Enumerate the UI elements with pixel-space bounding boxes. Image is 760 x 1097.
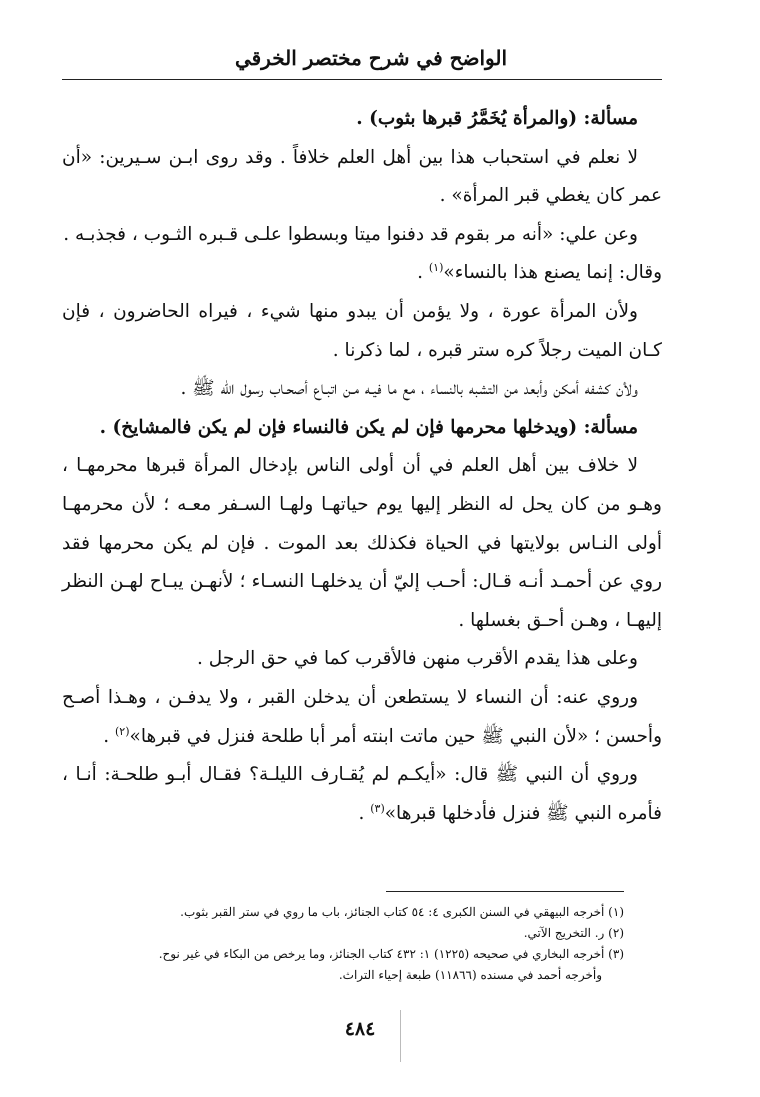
- paragraph-3: ولأن المرأة عورة ، ولا يؤمن أن يبدو منها شيء ، فيراه الحاضرون ، فإن كـان الميت رجلاً كره ستر قبره ، لما ذكرنا .: [62, 300, 662, 361]
- paragraph-1: لا نعلم في استحباب هذا بين أهل العلم خلافاً . وقد روى ابـن سـيرين: «أن عمر كان يغطي قبر المرأة» .: [62, 146, 662, 207]
- paragraph-7: [62, 679, 662, 756]
- paragraph-8-text: وروي أن النبي ﷺ قال: «أيكـم لم يُقـارف الليلـة؟ فقـال أبـو طلحـة: أنـا ، فأمره النبي ﷺ فنزل فأدخلها قبرها»: [62, 764, 662, 824]
- paragraph-2-line-b: وقال: إنما يصنع هذا بالنساء»: [443, 262, 662, 284]
- paragraph-7-end: .: [103, 725, 115, 747]
- footnote-ref-2[interactable]: (٢): [114, 724, 130, 738]
- paragraph-2: [62, 216, 662, 293]
- issue-heading-2: مسألة: (ويدخلها محرمها فإن لم يكن فالنساء فإن لم يكن فالمشايخ) .: [99, 416, 638, 438]
- page-number: ٤٨٤: [344, 1018, 376, 1040]
- paragraph-7-text: وروي عنه: أن النساء لا يستطعن أن يدخلن القبر ، ولا يدفـن ، وهـذا أصـح وأحسن ؛ «لأن النبي ﷺ حين ماتت ابنته أمر أبا طلحة فنزل في قبرها»: [62, 686, 662, 747]
- footnote-ref-3[interactable]: (٣): [370, 801, 385, 815]
- running-header-title: الواضح في شرح مختصر الخرقي: [234, 46, 508, 70]
- paragraph-5: لا خلاف بين أهل العلم في أن أولى الناس بإدخال المرأة قبرها محرمهـا ، وهـو من كان يحل له النظر إليها يوم حياتهـا ولهـا السـفر معـه ؛ لأن محرمهـا أولى النـاس بولايتها في الحياة فكذلك بعد الموت . فإن لم يكن محرمها فقد روي عن أحمـد أنـه قـال: أحـب إليّ أن يدخلهـا النسـاء ؛ لأنهـن يبـاح لهـن النظر إليهـا ، وهـن أحـق بغسلها .: [62, 455, 662, 631]
- footnote-2: (٢) ر. التخريج الآتي.: [523, 926, 624, 940]
- paragraph-2-line-a: وعن علي: «أنه مر بقوم قد دفنوا ميتا وبسطوا علـى قـبره الثـوب ، فجذبـه .: [63, 223, 638, 245]
- paragraph-8: [62, 756, 662, 833]
- issue-heading-1: مسألة: (والمرأة يُخَمَّرُ قبرها بثوب) .: [356, 108, 638, 129]
- paragraph-4: ولأن كشفه أمكن وأبعد من التشبه بالنساء ، مع ما فيـه مـن اتبـاع أصحـاب رسول الله ﷺ .: [180, 378, 638, 400]
- footnote-ref-1[interactable]: (١): [428, 261, 444, 275]
- footnote-1: (١) أخرجه البيهقي في السنن الكبرى ٤: ٥٤ كتاب الجنائز، باب ما روي في ستر القبر بثوب.: [180, 905, 624, 919]
- paragraph-8-end: .: [358, 802, 371, 824]
- footnote-3-continuation: وأخرجه أحمد في مسنده (١١٨٦٦) طبعة إحياء التراث.: [338, 968, 602, 982]
- footnote-divider: [386, 891, 624, 892]
- paragraph-6: وعلى هذا يقدم الأقرب منهن فالأقرب كما في حق الرجل .: [197, 648, 638, 670]
- footnote-3: (٣) أخرجه البخاري في صحيحه (١٢٢٥) ١: ٤٣٢ كتاب الجنائز، وما يرخص من البكاء في غير نوح.: [158, 947, 624, 961]
- paragraph-2-end: .: [417, 262, 429, 284]
- header-divider: [62, 79, 662, 80]
- footnotes: [110, 902, 624, 986]
- main-text: [62, 100, 662, 833]
